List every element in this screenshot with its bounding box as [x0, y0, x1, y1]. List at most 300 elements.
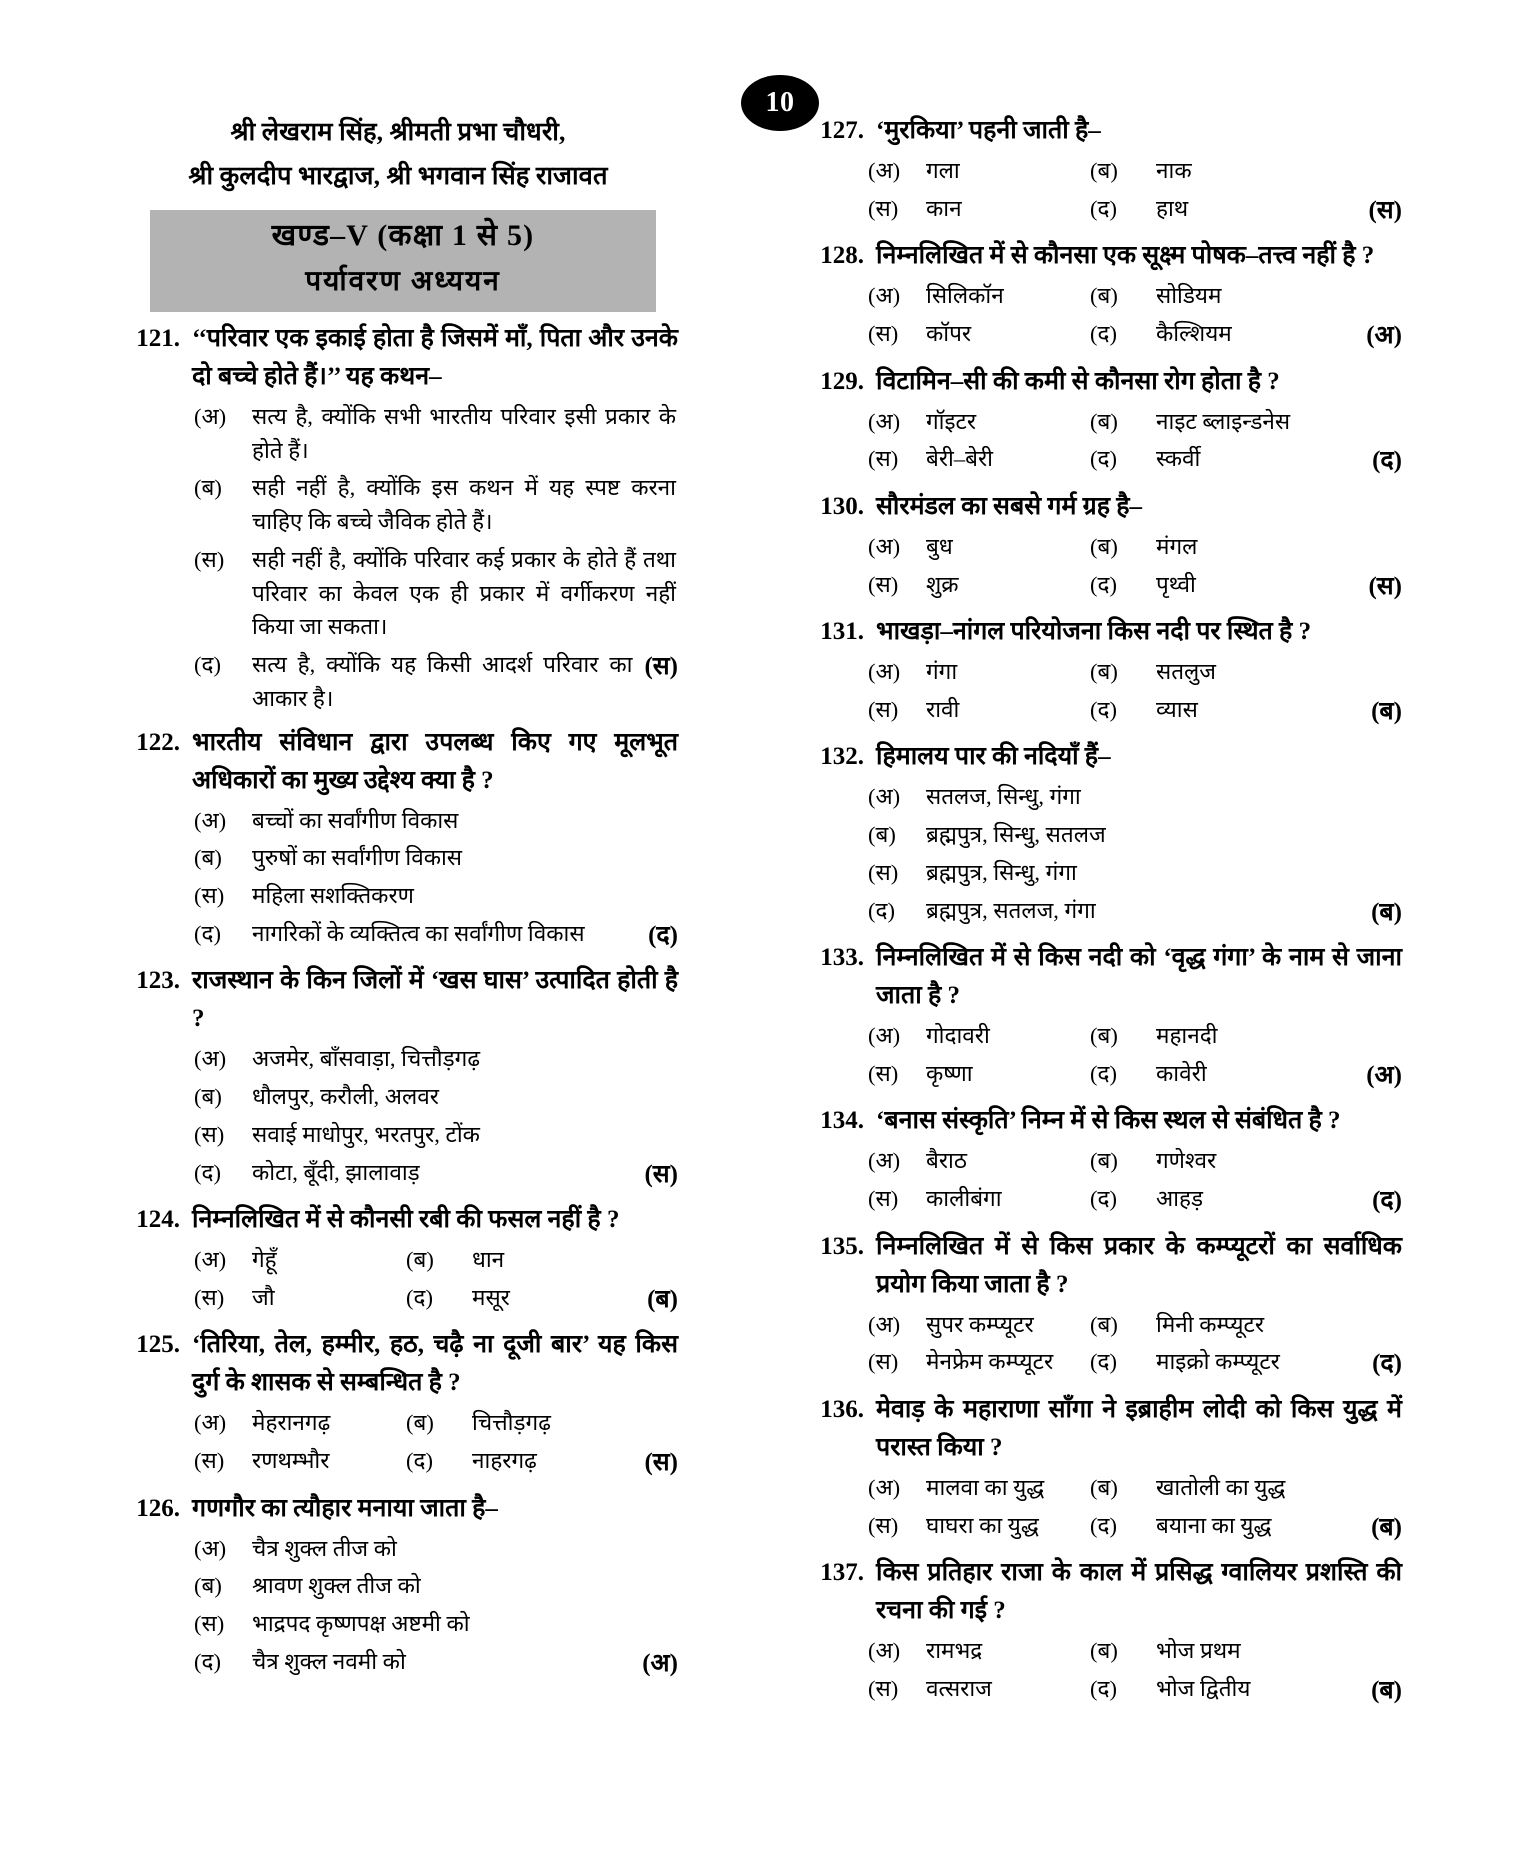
question-text: गणगौर का त्यौहार मनाया जाता है– [192, 1494, 498, 1522]
option-value: ब्रह्मपुत्र, सिन्धु, सतलज [926, 822, 1106, 847]
question-number: 123. [136, 967, 180, 995]
question-text: ‘तिरिया, तेल, हम्मीर, हठ, चढ़ै ना दूजी बार’ यह किस दुर्ग के शासक से सम्बन्धित है ? [192, 1331, 678, 1397]
page-number-badge: 10 [741, 75, 819, 131]
option-key: (स) [194, 883, 225, 909]
option-value: चैत्र शुक्ल तीज को [252, 1535, 397, 1561]
option-item[interactable] [194, 1243, 406, 1277]
option-value: सत्य है, क्योंकि सभी भारतीय परिवार इसी प्रकार के होते हैं। [252, 403, 676, 463]
option-value: स्कर्वी [1156, 446, 1201, 472]
question-row [790, 1391, 1402, 1467]
answer-key: (ब) [1371, 697, 1402, 725]
option-item[interactable] [868, 1672, 1090, 1706]
option-key: (ब) [194, 475, 222, 501]
answer-key: (स) [644, 1160, 678, 1188]
option-value: रामभद्र [926, 1638, 983, 1663]
option-value: जौ [252, 1284, 275, 1310]
option-item[interactable] [194, 1281, 406, 1315]
option-key: (स) [194, 546, 225, 572]
option-value: मिनी कम्प्यूटर [1156, 1311, 1265, 1337]
option-list [118, 400, 678, 716]
option-key: (द) [1090, 571, 1117, 597]
option-item[interactable] [1090, 442, 1342, 476]
option-key: (ब) [868, 822, 896, 847]
option-row[interactable] [790, 856, 1402, 890]
option-value: कृष्णा [926, 1060, 973, 1086]
option-row [118, 1444, 678, 1482]
question-number: 135. [820, 1232, 864, 1260]
option-key: (अ) [868, 283, 901, 309]
option-list [790, 1019, 1402, 1094]
option-value: शुक्र [926, 571, 959, 597]
right-question-list [790, 112, 1402, 1709]
option-value: चैत्र शुक्ल नवमी को [252, 1648, 406, 1674]
answer-key: (द) [1372, 447, 1402, 475]
option-row[interactable] [118, 804, 678, 838]
option-item[interactable] [868, 192, 1090, 226]
answer-key: (स) [644, 1449, 678, 1477]
option-row [790, 442, 1402, 480]
option-key: (द) [1090, 1675, 1117, 1701]
option-value: सतलज, सिन्धु, गंगा [926, 784, 1081, 810]
option-item[interactable] [868, 1182, 1090, 1216]
section-title: खण्ड–V (कक्षा 1 से 5) [271, 218, 535, 252]
question-number: 122. [136, 728, 180, 756]
answer-key: (अ) [1366, 1061, 1402, 1089]
option-key: (स) [868, 1349, 899, 1375]
option-key: (द) [406, 1448, 433, 1474]
section-subject: पर्यावरण अध्ययन [305, 266, 501, 298]
option-row [118, 1281, 678, 1319]
option-key: (स) [868, 321, 899, 346]
option-item[interactable] [1090, 1634, 1342, 1668]
answer-key: (स) [1368, 196, 1402, 224]
option-item[interactable] [868, 1509, 1090, 1543]
option-value: कान [926, 195, 962, 221]
answer-key: (ब) [1371, 898, 1402, 926]
credits-line-2: श्री कुलदीप भारद्वाज, श्री भगवान सिंह राजावत [188, 160, 608, 190]
option-value: पृथ्वी [1156, 571, 1196, 597]
answer-key: (अ) [642, 1649, 678, 1677]
option-row[interactable] [118, 1532, 678, 1566]
option-row[interactable] [118, 1042, 678, 1076]
answer-key: (द) [1372, 1187, 1402, 1214]
right-column [790, 104, 1402, 1709]
option-row[interactable] [790, 780, 1402, 814]
option-row [790, 279, 1402, 313]
answer-key: (ब) [647, 1285, 678, 1313]
question-text: ‘बनास संस्कृति’ निम्न में से किस स्थल से संबंधित है ? [876, 1107, 1341, 1135]
option-item[interactable] [868, 1019, 1090, 1053]
section-banner [150, 210, 656, 312]
question-text: भाखड़ा–नांगल परियोजना किस नदी पर स्थित है ? [876, 618, 1312, 645]
option-key: (स) [194, 1448, 225, 1474]
option-value: बैराठ [926, 1148, 967, 1174]
option-list [790, 405, 1402, 480]
option-list [118, 1406, 678, 1481]
option-value: घाघरा का युद्ध [926, 1512, 1039, 1538]
option-key: (अ) [194, 1046, 227, 1072]
question-row [118, 320, 678, 396]
option-item[interactable] [868, 1308, 1090, 1342]
option-key: (स) [194, 1121, 225, 1147]
option-list [118, 1243, 678, 1318]
option-value: माइक्रो कम्प्यूटर [1156, 1349, 1280, 1375]
credits-block [118, 104, 678, 200]
option-value: धान [472, 1247, 505, 1273]
option-value: गणेश्वर [1156, 1148, 1217, 1174]
option-value: कोटा, बूँदी, झालावाड़ [252, 1159, 420, 1185]
option-row [790, 154, 1402, 188]
option-item[interactable] [1090, 192, 1342, 226]
option-value: नाहरगढ़ [472, 1448, 537, 1474]
option-list [790, 655, 1402, 730]
option-value: मसूर [472, 1284, 510, 1310]
option-item[interactable] [1090, 1509, 1342, 1543]
option-item[interactable] [1090, 1308, 1342, 1342]
option-value: गोदावरी [926, 1023, 990, 1048]
option-row[interactable] [118, 841, 678, 875]
question-number: 131. [820, 618, 864, 645]
option-value: गंगा [926, 659, 958, 684]
option-value: मालवा का युद्ध [926, 1474, 1045, 1500]
option-item[interactable] [868, 1057, 1090, 1091]
option-key: (द) [194, 1648, 221, 1674]
option-value: गला [926, 158, 960, 183]
question-row [790, 363, 1402, 401]
question-text: भारतीय संविधान द्वारा उपलब्ध किए गए मूलभूत अधिकारों का मुख्य उद्देश्य क्या है ? [192, 728, 678, 794]
option-key: (द) [868, 897, 895, 923]
option-key: (ब) [1090, 533, 1118, 559]
option-value: पुरुषों का सर्वांगीण विकास [252, 845, 463, 871]
option-value: अजमेर, बाँसवाड़ा, चित्तौड़गढ़ [252, 1046, 480, 1072]
option-key: (अ) [868, 784, 901, 810]
option-value: सही नहीं है, क्योंकि इस कथन में यह स्पष्ट करना चाहिए कि बच्चे जैविक होते हैं। [252, 475, 676, 535]
option-key: (ब) [1090, 1148, 1118, 1174]
option-value: आहड़ [1156, 1186, 1203, 1211]
answer-key: (ब) [1371, 1676, 1402, 1704]
option-list [790, 530, 1402, 605]
option-key: (द) [406, 1284, 433, 1310]
option-row[interactable] [118, 1607, 678, 1641]
question-text: सौरमंडल का सबसे गर्म ग्रह है– [876, 492, 1143, 520]
option-value: कालीबंगा [926, 1186, 1002, 1211]
option-value: नाइट ब्लाइन्डनेस [1156, 408, 1291, 434]
question-row [790, 1554, 1402, 1630]
option-list [118, 1532, 678, 1683]
option-value: सत्य है, क्योंकि यह किसी आदर्श परिवार का आकार है। [252, 652, 633, 711]
option-row [790, 1057, 1402, 1095]
option-value: बच्चों का सर्वांगीण विकास [252, 807, 459, 833]
question-text: ‘‘परिवार एक इकाई होता है जिसमें माँ, पिता और उनके दो बच्चे होते हैं।’’ यह कथन– [192, 324, 678, 390]
question-row [790, 939, 1402, 1015]
option-list [790, 279, 1402, 354]
option-item[interactable] [1090, 1345, 1342, 1379]
option-value: महिला सशक्तिकरण [252, 883, 414, 909]
option-key: (द) [194, 652, 221, 678]
option-key: (द) [1090, 446, 1117, 472]
question-row [790, 112, 1402, 150]
option-key: (अ) [868, 408, 901, 434]
option-value: हाथ [1156, 195, 1189, 221]
question-text: किस प्रतिहार राजा के काल में प्रसिद्ध ग्वालियर प्रशस्ति की रचना की गई ? [876, 1559, 1402, 1624]
option-row[interactable] [118, 1645, 678, 1683]
option-row[interactable] [790, 894, 1402, 932]
option-key: (ब) [1090, 1311, 1118, 1337]
option-list [790, 1144, 1402, 1219]
question-text: विटामिन–सी की कमी से कौनसा रोग होता है ? [876, 367, 1280, 395]
option-value: ब्रह्मपुत्र, सिन्धु, गंगा [926, 859, 1077, 885]
option-key: (द) [1090, 195, 1117, 221]
option-key: (स) [194, 1611, 225, 1637]
option-key: (ब) [1090, 1023, 1118, 1048]
option-key: (स) [868, 446, 899, 472]
option-value: सुपर कम्प्यूटर [926, 1311, 1034, 1337]
option-value: नाक [1156, 158, 1192, 183]
option-list [790, 780, 1402, 931]
option-value: मेहरानगढ़ [252, 1410, 331, 1436]
option-key: (द) [1090, 1512, 1117, 1538]
option-item[interactable] [868, 1345, 1090, 1379]
option-value: धौलपुर, करौली, अलवर [252, 1084, 439, 1110]
answer-key: (ब) [1371, 1513, 1402, 1541]
option-item[interactable] [1090, 279, 1342, 313]
option-key: (अ) [868, 1023, 901, 1048]
question-number: 125. [136, 1331, 180, 1359]
option-row [790, 693, 1402, 731]
option-row [790, 317, 1402, 355]
option-item[interactable] [1090, 530, 1342, 564]
option-row[interactable] [118, 400, 678, 468]
option-list [790, 1308, 1402, 1383]
option-item[interactable] [868, 1634, 1090, 1668]
question-number: 126. [136, 1494, 180, 1522]
option-item[interactable] [1090, 655, 1342, 689]
option-row[interactable] [118, 1569, 678, 1603]
option-row[interactable] [118, 471, 678, 539]
option-value: सही नहीं है, क्योंकि परिवार कई प्रकार के होते हैं तथा परिवार का केवल एक ही प्रकार में वर्गीकरण नहीं किया जा सकता। [252, 546, 676, 640]
option-value: व्यास [1156, 696, 1198, 722]
option-item[interactable] [1090, 1019, 1342, 1053]
option-item[interactable] [868, 442, 1090, 476]
left-question-list [118, 320, 678, 1683]
option-item[interactable] [868, 405, 1090, 439]
option-key: (द) [194, 1159, 221, 1185]
option-value: मेनफ्रेम कम्प्यूटर [926, 1349, 1054, 1375]
option-key: (स) [868, 1675, 899, 1701]
option-list [118, 1042, 678, 1193]
option-value: भोज प्रथम [1156, 1638, 1241, 1663]
option-value: वत्सराज [926, 1675, 992, 1701]
answer-key: (द) [1372, 1350, 1402, 1378]
option-list [790, 1634, 1402, 1709]
option-key: (अ) [868, 1311, 901, 1337]
question-text: निम्नलिखित में से किस नदी को ‘वृद्ध गंगा’ के नाम से जाना जाता है ? [876, 944, 1402, 1009]
option-item[interactable] [194, 1444, 406, 1478]
option-row [790, 405, 1402, 439]
option-row[interactable] [118, 1080, 678, 1114]
option-item[interactable] [1090, 568, 1342, 602]
question-text: निम्नलिखित में से कौनसी रबी की फसल नहीं है ? [192, 1206, 620, 1234]
question-row [790, 488, 1402, 526]
question-number: 137. [820, 1559, 864, 1586]
option-item[interactable] [868, 693, 1090, 727]
option-item[interactable] [868, 568, 1090, 602]
option-item[interactable] [868, 530, 1090, 564]
option-key: (ब) [1090, 1638, 1118, 1663]
option-key: (द) [1090, 321, 1117, 346]
option-row [790, 1509, 1402, 1547]
option-item[interactable] [194, 1406, 406, 1440]
option-row [790, 655, 1402, 689]
option-key: (ब) [1090, 408, 1118, 434]
option-row [790, 1308, 1402, 1342]
option-row [118, 1243, 678, 1277]
option-key: (ब) [406, 1410, 434, 1436]
option-item[interactable] [1090, 1672, 1342, 1706]
question-text: हिमालय पार की नदियाँ हैं– [876, 743, 1111, 771]
option-key: (स) [868, 1512, 899, 1538]
option-key: (ब) [1090, 283, 1118, 309]
option-item[interactable] [406, 1243, 616, 1277]
question-row [790, 237, 1402, 275]
option-value: खातोली का युद्ध [1156, 1474, 1286, 1500]
option-key: (द) [194, 920, 221, 946]
option-key: (स) [868, 1186, 899, 1211]
option-value: ब्रह्मपुत्र, सतलज, गंगा [926, 897, 1096, 923]
question-row [790, 738, 1402, 776]
question-number: 133. [820, 944, 864, 971]
question-text: निम्नलिखित में से कौनसा एक सूक्ष्म पोषक–तत्त्व नहीं है ? [876, 242, 1375, 270]
option-item[interactable] [868, 1471, 1090, 1505]
option-row[interactable] [118, 1156, 678, 1194]
option-value: सतलुज [1156, 659, 1216, 684]
question-number: 136. [820, 1395, 864, 1423]
option-item[interactable] [868, 279, 1090, 313]
question-row [118, 1201, 678, 1239]
option-value: सिलिकॉन [926, 283, 1004, 309]
option-item[interactable] [1090, 1057, 1342, 1091]
question-number: 129. [820, 367, 864, 395]
option-row [790, 1019, 1402, 1053]
option-value: महानदी [1156, 1023, 1218, 1048]
question-number: 134. [820, 1107, 864, 1135]
option-key: (अ) [868, 1474, 901, 1500]
option-value: श्रावण शुक्ल तीज को [252, 1573, 421, 1599]
option-key: (द) [1090, 1186, 1117, 1211]
option-item[interactable] [1090, 693, 1342, 727]
option-row[interactable] [118, 879, 678, 913]
question-text: ‘मुरकिया’ पहनी जाती है– [876, 117, 1101, 144]
question-row [790, 1102, 1402, 1140]
option-item[interactable] [868, 655, 1090, 689]
option-row[interactable] [118, 1118, 678, 1152]
question-text: निम्नलिखित में से किस प्रकार के कम्प्यूटरों का सर्वाधिक प्रयोग किया जाता है ? [876, 1232, 1402, 1298]
option-value: रावी [926, 696, 960, 722]
option-list [790, 154, 1402, 229]
question-text: मेवाड़ के महाराणा साँगा ने इब्राहीम लोदी को किस युद्ध में परास्त किया ? [876, 1395, 1402, 1461]
option-key: (स) [868, 571, 899, 597]
option-key: (द) [1090, 1349, 1117, 1375]
option-item[interactable] [1090, 1471, 1342, 1505]
question-number: 121. [136, 324, 180, 352]
option-item[interactable] [406, 1281, 616, 1315]
option-key: (स) [868, 195, 899, 221]
option-item[interactable] [406, 1406, 616, 1440]
question-row [118, 962, 678, 1038]
option-value: कॉपर [926, 321, 972, 346]
option-key: (ब) [406, 1247, 434, 1273]
answer-key: (द) [648, 921, 678, 949]
option-value: गॉइटर [926, 408, 977, 434]
option-row [790, 568, 1402, 606]
option-item[interactable] [1090, 405, 1342, 439]
option-item[interactable] [868, 1144, 1090, 1178]
option-key: (ब) [194, 1084, 222, 1110]
option-row [790, 1634, 1402, 1668]
option-key: (ब) [194, 845, 222, 871]
option-value: सोडियम [1156, 283, 1222, 309]
option-item[interactable] [406, 1444, 616, 1478]
option-key: (अ) [194, 403, 227, 429]
option-value: चित्तौड़गढ़ [472, 1410, 551, 1436]
option-list [790, 1471, 1402, 1546]
question-row [118, 724, 678, 800]
option-item[interactable] [1090, 154, 1342, 188]
question-number: 124. [136, 1206, 180, 1234]
option-value: भाद्रपद कृष्णपक्ष अष्टमी को [252, 1611, 470, 1637]
option-key: (अ) [194, 1247, 227, 1273]
option-key: (अ) [868, 533, 901, 559]
option-key: (अ) [868, 659, 901, 684]
left-column [118, 104, 678, 1682]
option-key: (ब) [1090, 659, 1118, 684]
option-key: (अ) [868, 1148, 901, 1174]
option-key: (स) [194, 1284, 225, 1310]
option-key: (द) [1090, 696, 1117, 722]
option-list [118, 804, 678, 955]
question-row [790, 1228, 1402, 1304]
option-row [790, 1144, 1402, 1178]
option-row[interactable] [118, 917, 678, 955]
credits-line-1: श्री लेखराम सिंह, श्रीमती प्रभा चौधरी, [230, 117, 566, 146]
option-key: (स) [868, 859, 899, 885]
option-row[interactable] [790, 818, 1402, 852]
option-item[interactable] [1090, 317, 1342, 351]
question-number: 130. [820, 492, 864, 520]
option-key: (ब) [1090, 158, 1118, 183]
option-item[interactable] [1090, 1182, 1342, 1216]
option-key: (ब) [1090, 1474, 1118, 1500]
option-value: बयाना का युद्ध [1156, 1512, 1272, 1538]
option-row[interactable] [118, 648, 678, 716]
option-value: बेरी–बेरी [926, 446, 994, 472]
option-item[interactable] [868, 154, 1090, 188]
answer-key: (स) [1368, 572, 1402, 600]
option-key: (अ) [194, 1535, 227, 1561]
option-item[interactable] [1090, 1144, 1342, 1178]
answer-key: (स) [644, 653, 678, 681]
question-number: 132. [820, 743, 864, 771]
question-text: राजस्थान के किन जिलों में ‘खस घास’ उत्पादित होती है ? [192, 967, 678, 1033]
option-row[interactable] [118, 543, 678, 644]
option-key: (अ) [868, 1638, 901, 1663]
option-row [118, 1406, 678, 1440]
option-value: बुध [926, 533, 953, 559]
option-row [790, 1345, 1402, 1383]
option-item[interactable] [868, 317, 1090, 351]
option-key: (स) [868, 696, 899, 722]
option-value: कावेरी [1156, 1060, 1207, 1086]
